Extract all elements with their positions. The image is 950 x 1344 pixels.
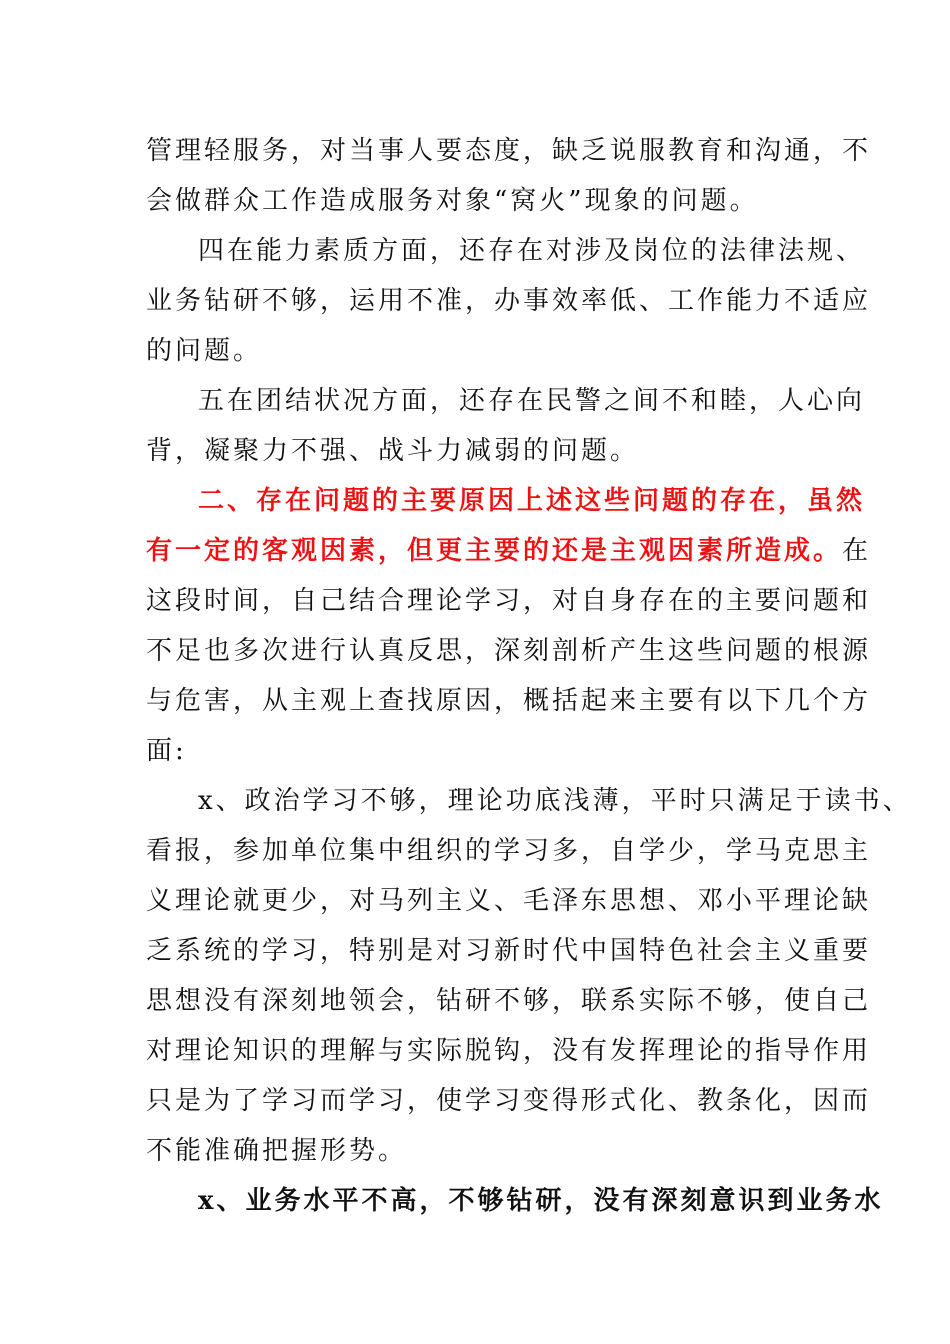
body-text-line: 面: [146, 736, 187, 766]
subheading-business-level: x、业务水平不高，不够钻研，没有深刻意识到业务水 [198, 1186, 884, 1216]
paragraph-ability-quality: 四在能力素质方面，还存在对涉及岗位的法律法规、 [198, 236, 866, 266]
body-text-line: 义理论就更少，对马列主义、毛泽东思想、邓小平理论缺 [146, 886, 872, 916]
body-text-line: 对理论知识的理解与实际脱钩，没有发挥理论的指导作用 [146, 1036, 872, 1066]
section-heading-main-causes: 二、存在问题的主要原因上述这些问题的存在，虽然 [198, 486, 866, 516]
body-text-line: 只是为了学习而学习，使学习变得形式化、教条化，因而 [146, 1086, 872, 1116]
body-text-line: 的问题。 [146, 336, 263, 366]
paragraph-unity-status: 五在团结状况方面，还存在民警之间不和睦，人心向 [198, 386, 866, 416]
body-text-line: 业务钻研不够，运用不准，办事效率低、工作能力不适应 [146, 286, 872, 316]
body-text-line [146, 534, 871, 568]
body-text-line: 管理轻服务，对当事人要态度，缺乏说服教育和沟通，不 [146, 136, 872, 166]
body-text-line: 与危害，从主观上查找原因，概括起来主要有以下几个方 [146, 686, 872, 716]
body-text-line: 会做群众工作造成服务对象“窝火”现象的问题。 [146, 186, 759, 216]
body-text-line: 看报，参加单位集中组织的学习多，自学少，学马克思主 [146, 836, 872, 866]
body-text-line: 这段时间，自己结合理论学习，对自身存在的主要问题和 [146, 586, 872, 616]
paragraph-political-study: x、政治学习不够，理论功底浅薄，平时只满足于读书、 [198, 786, 912, 816]
body-text-line: 思想没有深刻地领会，钻研不够，联系实际不够，使自己 [146, 986, 872, 1016]
body-text-fragment: 在 [842, 536, 872, 566]
body-text-line: 不足也多次进行认真反思，深刻剖析产生这些问题的根源 [146, 636, 872, 666]
body-text-line: 不能准确把握形势。 [146, 1136, 408, 1166]
body-text-line: 乏系统的学习，特别是对习新时代中国特色社会主义重要 [146, 936, 872, 966]
section-heading-continued: 有一定的客观因素，但更主要的还是主观因素所造成。 [146, 536, 843, 566]
body-text-line: 背，凝聚力不强、战斗力减弱的问题。 [146, 436, 640, 466]
